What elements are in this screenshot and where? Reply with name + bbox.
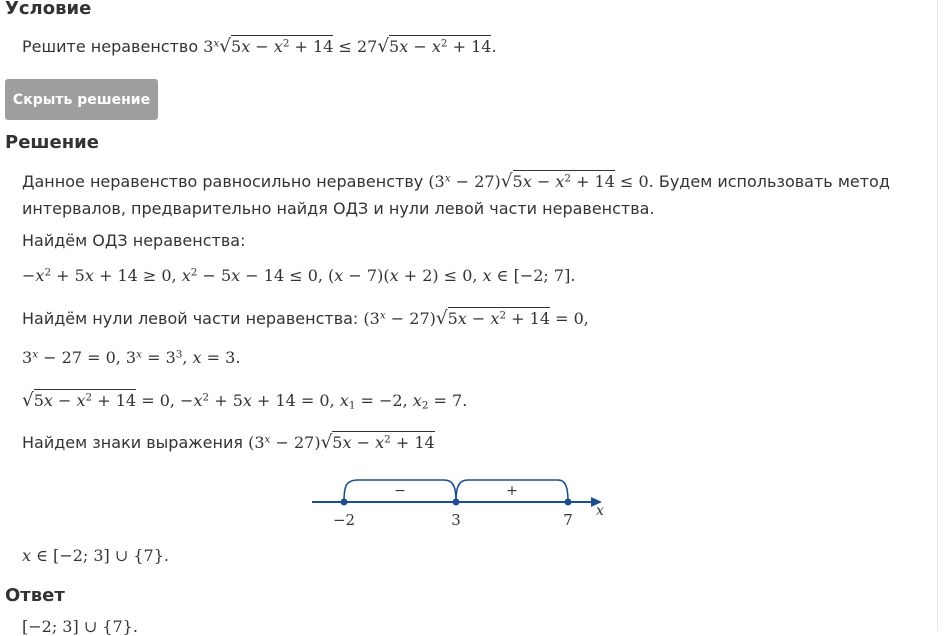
solution-intro-line2: интервалов, предварительно найдя ОДЗ и нули левой части неравенства. [22,199,655,218]
sign-interval-2: + [506,483,518,499]
hide-solution-button[interactable]: Скрыть решение [5,79,158,120]
condition-text [22,36,497,57]
condition-heading: Условие [5,0,92,19]
tick-label-three: 3 [451,511,461,529]
point-three [453,499,460,506]
condition-formula: $3^x√5x - x^2 + 14 \le 27√5x - x^2 + 14$. [203,36,497,57]
zeros-label: Найдём нули левой части неравенства: [22,309,359,328]
zeros-step1: $3^x - 27 = 0$, $3^x = 3^3$, x = 3. [22,348,241,367]
signs-formula: $(3^x - 27)√5x - x^2 + 14$ [248,432,435,453]
solution-heading: Решение [5,132,99,153]
zeros-line [22,308,589,329]
odz-label: Найдём ОДЗ неравенства: [22,231,246,250]
solution-result: x ∈ [−2; 3] ∪ {7}. [22,546,169,565]
sign-interval-1: − [394,483,406,499]
odz-formula: $-x^2 + 5x + 14 \ge 0$, $x^2 - 5x - 14 \le 0$, (x − 7)(x + 2) ≤ 0, x ∈ [−2; 7]. [22,266,576,285]
zeros-formula: $(3^x - 27)√5x - x^2 + 14 = 0$, [363,308,589,329]
answer-value: [−2; 3] ∪ {7}. [22,617,138,636]
number-line [308,470,608,532]
condition-label: Решите неравенство [22,37,199,56]
axis-label: x [596,503,604,519]
solution-intro-line1 [22,171,890,192]
tick-label-seven: 7 [563,511,573,529]
intro-text-before: Данное неравенство равносильно неравенству [22,172,424,191]
tick-label-minus-two: −2 [332,511,356,529]
signs-label: Найдем знаки выражения [22,433,243,452]
intro-text-after: Будем использовать метод [658,172,890,191]
page-scrollbar[interactable] [937,0,951,631]
intro-formula: $(3^x - 27)√5x - x^2 + 14 \le 0$. [428,171,654,192]
point-minus-two [341,499,348,506]
point-seven [565,499,572,506]
signs-line [22,432,435,453]
answer-heading: Ответ [5,585,65,606]
zeros-step2: $√5x - x^2 + 14 = 0$, $-x^2 + 5x + 14 = 0$, $x_1 = -2$, $x_2 = 7$. [22,390,468,412]
